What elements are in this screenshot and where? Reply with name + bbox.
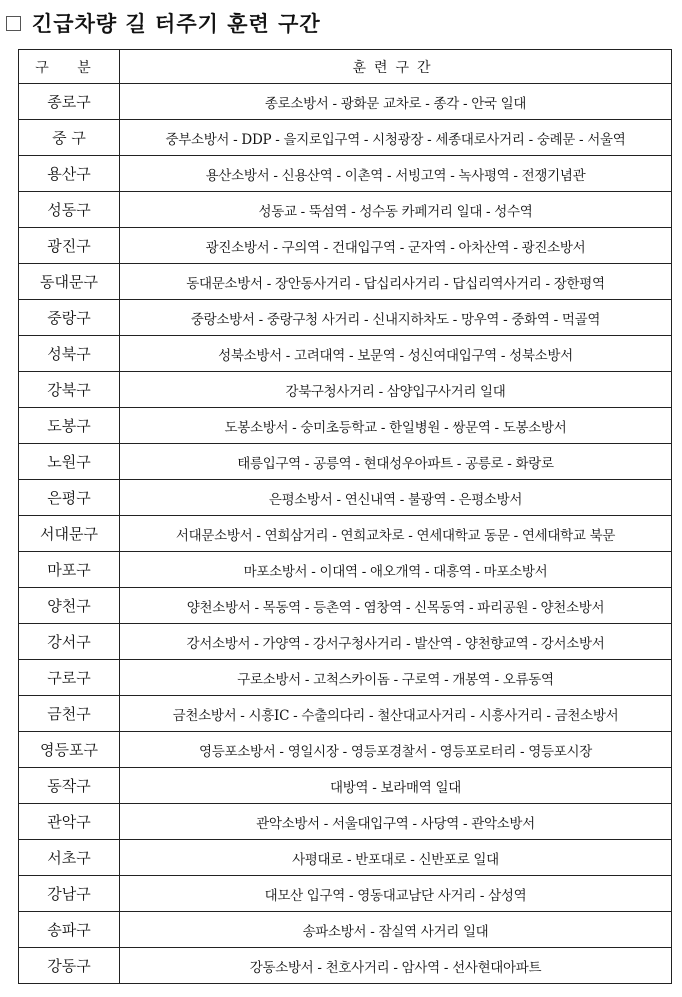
district-cell: 영등포구 <box>19 732 120 768</box>
route-cell: 태릉입구역 - 공릉역 - 현대성우아파트 - 공릉로 - 화랑로 <box>120 444 672 480</box>
district-cell: 노원구 <box>19 444 120 480</box>
route-cell: 대모산 입구역 - 영동대교남단 사거리 - 삼성역 <box>120 876 672 912</box>
route-cell: 종로소방서 - 광화문 교차로 - 종각 - 안국 일대 <box>120 84 672 120</box>
district-cell: 서대문구 <box>19 516 120 552</box>
route-cell: 용산소방서 - 신용산역 - 이촌역 - 서빙고역 - 녹사평역 - 전쟁기념관 <box>120 156 672 192</box>
district-cell: 광진구 <box>19 228 120 264</box>
document-title-row <box>6 8 321 38</box>
district-cell: 마포구 <box>19 552 120 588</box>
route-cell: 관악소방서 - 서울대입구역 - 사당역 - 관악소방서 <box>120 804 672 840</box>
district-cell: 중랑구 <box>19 300 120 336</box>
district-cell: 성동구 <box>19 192 120 228</box>
header-district: 구 분 <box>19 50 120 84</box>
route-cell: 송파소방서 - 잠실역 사거리 일대 <box>120 912 672 948</box>
district-cell: 송파구 <box>19 912 120 948</box>
route-cell: 강동소방서 - 천호사거리 - 암사역 - 선사현대아파트 <box>120 948 672 984</box>
route-cell: 서대문소방서 - 연희삼거리 - 연희교차로 - 연세대학교 동문 - 연세대학교 북문 <box>120 516 672 552</box>
district-cell: 양천구 <box>19 588 120 624</box>
route-cell: 구로소방서 - 고척스카이돔 - 구로역 - 개봉역 - 오류동역 <box>120 660 672 696</box>
district-cell: 강서구 <box>19 624 120 660</box>
route-cell: 중부소방서 - DDP - 을지로입구역 - 시청광장 - 세종대로사거리 - 숭례문 - 서울역 <box>120 120 672 156</box>
table-row <box>19 516 672 552</box>
district-cell: 종로구 <box>19 84 120 120</box>
route-cell: 대방역 - 보라매역 일대 <box>120 768 672 804</box>
table-row <box>19 84 672 120</box>
route-cell: 사평대로 - 반포대로 - 신반포로 일대 <box>120 840 672 876</box>
route-cell: 금천소방서 - 시흥IC - 수출의다리 - 철산대교사거리 - 시흥사거리 - 금천소방서 <box>120 696 672 732</box>
route-cell: 영등포소방서 - 영일시장 - 영등포경찰서 - 영등포로터리 - 영등포시장 <box>120 732 672 768</box>
district-cell: 구로구 <box>19 660 120 696</box>
table-row <box>19 408 672 444</box>
route-cell: 동대문소방서 - 장안동사거리 - 답십리사거리 - 답십리역사거리 - 장한평역 <box>120 264 672 300</box>
table-row <box>19 948 672 984</box>
district-cell: 용산구 <box>19 156 120 192</box>
district-cell: 강남구 <box>19 876 120 912</box>
table-row <box>19 300 672 336</box>
table-row <box>19 804 672 840</box>
district-cell: 중 구 <box>19 120 120 156</box>
document-title: 긴급차량 길 터주기 훈련 구간 <box>32 12 321 36</box>
district-cell: 은평구 <box>19 480 120 516</box>
table-row <box>19 660 672 696</box>
route-cell: 은평소방서 - 연신내역 - 불광역 - 은평소방서 <box>120 480 672 516</box>
table-row <box>19 912 672 948</box>
district-cell: 성북구 <box>19 336 120 372</box>
route-cell: 강북구청사거리 - 삼양입구사거리 일대 <box>120 372 672 408</box>
table-row <box>19 156 672 192</box>
district-cell: 서초구 <box>19 840 120 876</box>
route-cell: 양천소방서 - 목동역 - 등촌역 - 염창역 - 신목동역 - 파리공원 - 양천소방서 <box>120 588 672 624</box>
district-cell: 강동구 <box>19 948 120 984</box>
table-row <box>19 588 672 624</box>
table-row <box>19 624 672 660</box>
route-cell: 강서소방서 - 가양역 - 강서구청사거리 - 발산역 - 양천향교역 - 강서소방서 <box>120 624 672 660</box>
table-row <box>19 876 672 912</box>
district-cell: 금천구 <box>19 696 120 732</box>
table-body <box>19 84 672 984</box>
table-header-row <box>19 50 672 84</box>
table-row <box>19 444 672 480</box>
table-row <box>19 840 672 876</box>
training-route-table <box>18 49 672 984</box>
district-cell: 관악구 <box>19 804 120 840</box>
table-row <box>19 264 672 300</box>
district-cell: 동대문구 <box>19 264 120 300</box>
route-cell: 마포소방서 - 이대역 - 애오개역 - 대흥역 - 마포소방서 <box>120 552 672 588</box>
district-cell: 동작구 <box>19 768 120 804</box>
route-cell: 성북소방서 - 고려대역 - 보문역 - 성신여대입구역 - 성북소방서 <box>120 336 672 372</box>
table-row <box>19 732 672 768</box>
route-cell: 성동교 - 뚝섬역 - 성수동 카페거리 일대 - 성수역 <box>120 192 672 228</box>
route-cell: 중랑소방서 - 중랑구청 사거리 - 신내지하차도 - 망우역 - 중화역 - 먹골역 <box>120 300 672 336</box>
table-row <box>19 372 672 408</box>
table-row <box>19 480 672 516</box>
route-cell: 도봉소방서 - 숭미초등학교 - 한일병원 - 쌍문역 - 도봉소방서 <box>120 408 672 444</box>
route-cell: 광진소방서 - 구의역 - 건대입구역 - 군자역 - 아차산역 - 광진소방서 <box>120 228 672 264</box>
district-cell: 강북구 <box>19 372 120 408</box>
table-row <box>19 768 672 804</box>
table-row <box>19 192 672 228</box>
table-row <box>19 336 672 372</box>
checkbox-square-icon <box>6 16 21 31</box>
table-row <box>19 120 672 156</box>
table-row <box>19 552 672 588</box>
district-cell: 도봉구 <box>19 408 120 444</box>
header-route: 훈련구간 <box>120 50 672 84</box>
table-row <box>19 696 672 732</box>
table-row <box>19 228 672 264</box>
